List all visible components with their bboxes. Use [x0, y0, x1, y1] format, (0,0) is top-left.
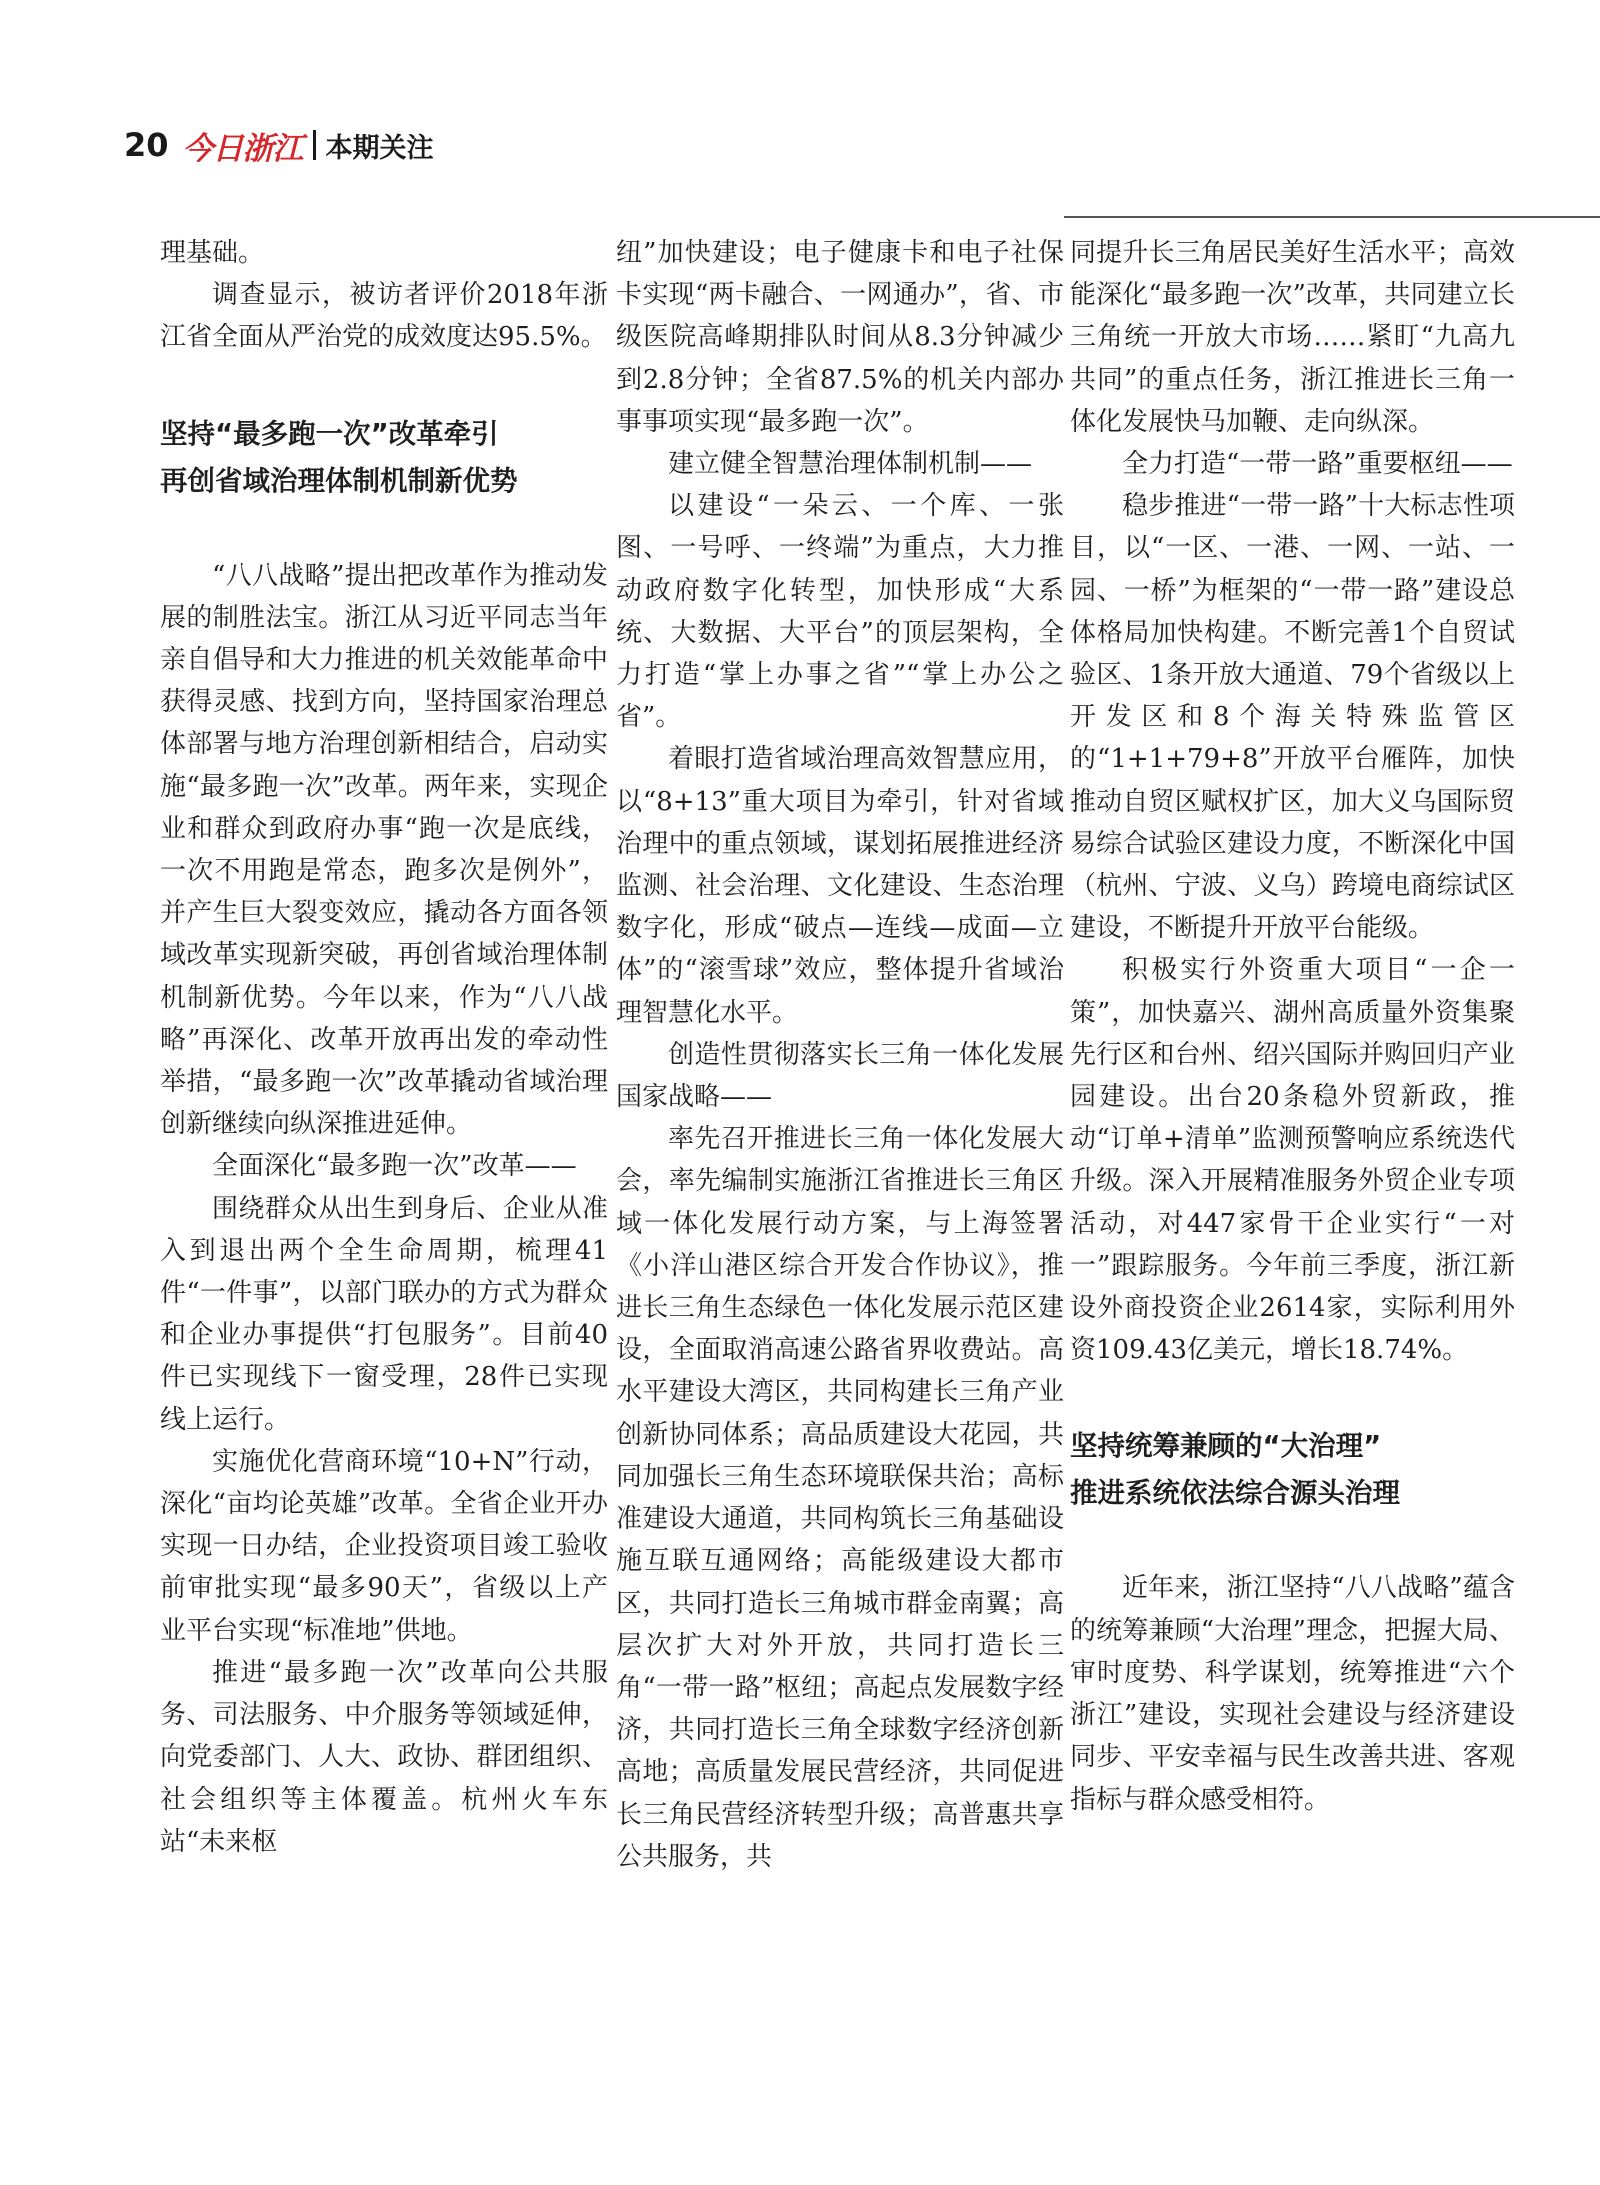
paragraph: 以建设“一朵云、一个库、一张图、一号呼、一终端”为重点，大力推动政府数字化转型，加快形成“大系统、大数据、大平台”的顶层架构，全力打造“掌上办事之省”“掌上办公之省”。 — [616, 491, 1064, 733]
magazine-logo: 今日浙江 — [182, 130, 303, 167]
article-column-3 — [1070, 232, 1515, 1821]
section-heading — [160, 411, 608, 505]
heading-line: 坚持统筹兼顾的“大治理” — [1070, 1430, 1382, 1463]
paragraph: 推进“最多跑一次”改革向公共服务、司法服务、中介服务等领域延伸，向党委部门、人大、政协、群团组织、社会组织等主体覆盖。杭州火车东站“未来枢 — [160, 1657, 608, 1857]
paragraph: 着眼打造省域治理高效智慧应用，以“8+13”重大项目为牵引，针对省域治理中的重点领域，谋划拓展推进经济监测、社会治理、文化建设、生态治理数字化，形成“破点—连线—成面—立体”的“滚雪球”效应，整体提升省域治理智慧化水平。 — [616, 744, 1064, 1028]
paragraph: 理基础。 — [160, 238, 265, 268]
section-title: 本期关注 — [325, 132, 434, 164]
paragraph: 近年来，浙江坚持“八八战略”蕴含的统筹兼顾“大治理”理念，把握大局、审时度势、科学谋划，统筹推进“六个浙江”建设，实现社会建设与经济建设同步、平安幸福与民生改善共进、客观指标与群众感受相符。 — [1070, 1573, 1515, 1815]
section-heading — [1070, 1423, 1515, 1517]
heading-line: 推进系统依法综合源头治理 — [1070, 1477, 1400, 1510]
subheading: 创造性贯彻落实长三角一体化发展国家战略—— — [616, 1039, 1064, 1113]
paragraph: 同提升长三角居民美好生活水平；高效能深化“最多跑一次”改革，共同建立长三角统一开放大市场……紧盯“九高九共同”的重点任务，浙江推进长三角一体化发展快马加鞭、走向纵深。 — [1070, 238, 1515, 437]
paragraph: 纽”加快建设；电子健康卡和电子社保卡实现“两卡融合、一网通办”，省、市级医院高峰期排队时间从8.3分钟减少到2.8分钟；全省87.5%的机关内部办事事项实现“最多跑一次”。 — [616, 238, 1064, 437]
top-rule — [1064, 216, 1600, 218]
paragraph: 稳步推进“一带一路”十大标志性项目，以“一区、一港、一网、一站、一园、一桥”为框架的“一带一路”建设总体格局加快构建。不断完善1个自贸试验区、1条开放大通道、79个省级以上开发区和8个海关特殊监管区的“1+1+79+8”开放平台雁阵，加快推动自贸区赋权扩区，加大义乌国际贸易综合试验区建设力度，不断深化中国（杭州、宁波、义乌）跨境电商综试区建设，不断提升开放平台能级。 — [1070, 491, 1515, 944]
subheading: 全面深化“最多跑一次”改革—— — [212, 1151, 577, 1182]
paragraph: 调查显示，被访者评价2018年浙江省全面从严治党的成效度达95.5%。 — [160, 280, 608, 353]
article-column-2 — [616, 232, 1064, 1878]
paragraph: 积极实行外资重大项目“一企一策”，加快嘉兴、湖州高质量外资集聚先行区和台州、绍兴国际并购回归产业园建设。出台20条稳外贸新政，推动“订单+清单”监测预警响应系统迭代升级。深入开展精准服务外贸企业专项活动，对447家骨干企业实行“一对一”跟踪服务。今年前三季度，浙江新设外商投资企业2614家，实际利用外资109.43亿美元，增长18.74%。 — [1070, 955, 1515, 1366]
paragraph: 围绕群众从出生到身后、企业从准入到退出两个全生命周期，梳理41件“一件事”，以部门联办的方式为群众和企业办事提供“打包服务”。目前40件已实现线下一窗受理，28件已实现线上运行。 — [160, 1193, 608, 1435]
paragraph: 率先召开推进长三角一体化发展大会，率先编制实施浙江省推进长三角区域一体化发展行动方案，与上海签署《小洋山港区综合开发合作协议》，推进长三角生态绿色一体化发展示范区建设，全面取消高速公路省界收费站。高水平建设大湾区，共同构建长三角产业创新协同体系；高品质建设大花园，共同加强长三角生态环境联保共治；高标准建设大通道，共同构筑长三角基础设施互联互通网络；高能级建设大都市区，共同打造长三角城市群金南翼；高层次扩大对外开放，共同打造长三角“一带一路”枢纽；高起点发展数字经济，共同打造长三角全球数字经济创新高地；高质量发展民营经济，共同促进长三角民营经济转型升级；高普惠共享公共服务，共 — [616, 1124, 1064, 1872]
header-divider — [313, 130, 316, 160]
subheading: 建立健全智慧治理体制机制—— — [668, 449, 1033, 480]
article-column-1 — [160, 232, 608, 1863]
heading-line: 坚持“最多跑一次”改革牵引 — [160, 417, 499, 450]
paragraph: 实施优化营商环境“10+N”行动，深化“亩均论英雄”改革。全省企业开办实现一日办结，企业投资项目竣工验收前审批实现“最多90天”，省级以上产业平台实现“标准地”供地。 — [160, 1446, 608, 1646]
paragraph: “八八战略”提出把改革作为推动发展的制胜法宝。浙江从习近平同志当年亲自倡导和大力推进的机关效能革命中获得灵感、找到方向，坚持国家治理总体部署与地方治理创新相结合，启动实施“最多跑一次”改革。两年来，实现企业和群众到政府办事“跑一次是底线，一次不用跑是常态，跑多次是例外”，并产生巨大裂变效应，撬动各方面各领域改革实现新突破，再创省域治理体制机制新优势。今年以来，作为“八八战略”再深化、改革开放再出发的牵动性举措，“最多跑一次”改革撬动省域治理创新继续向纵深推进延伸。 — [160, 560, 608, 1140]
subheading: 全力打造“一带一路”重要枢纽—— — [1122, 449, 1513, 480]
heading-line: 再创省域治理体制机制新优势 — [160, 464, 518, 497]
page-header — [124, 124, 434, 166]
page-number: 20 — [124, 126, 169, 164]
